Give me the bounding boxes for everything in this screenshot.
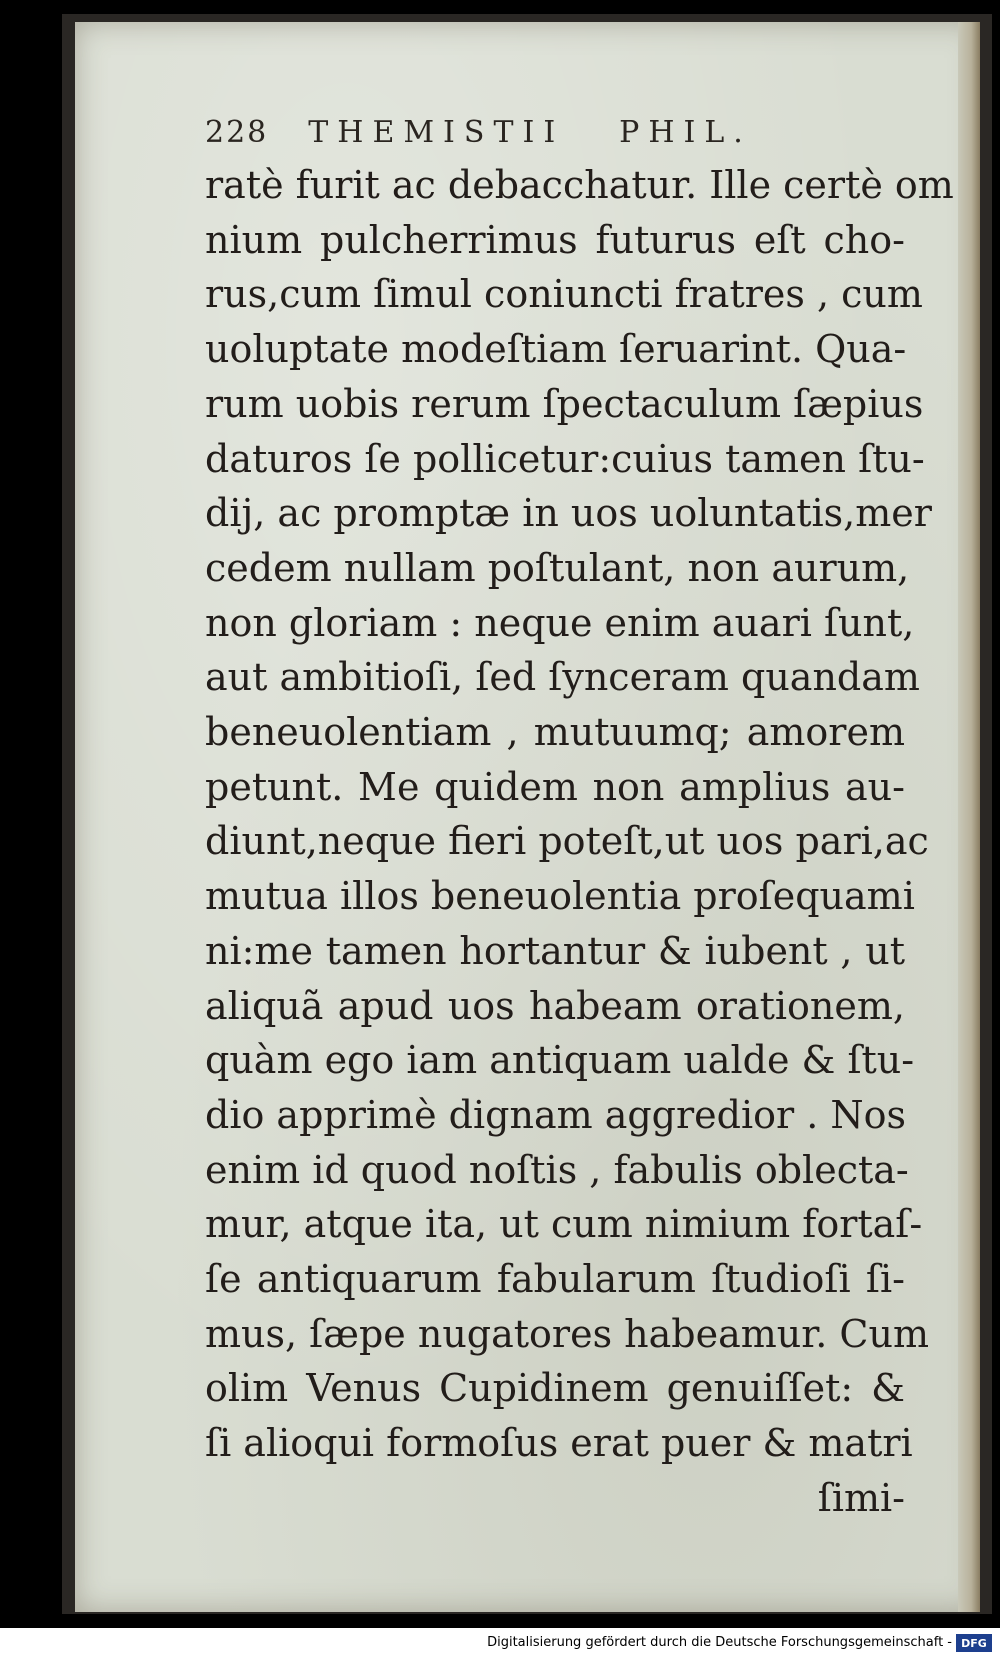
text-line: ni:me tamen hortantur & iubent , ut (205, 928, 905, 973)
text-line: rus,cum ſimul coniuncti fratres , cum (205, 272, 923, 317)
text-line: diunt,neque fieri poteſt,ut uos pari,ac (205, 819, 929, 864)
text-line: ratè furit ac debacchatur. Ille certè om (205, 163, 954, 207)
text-line: ſe antiquarum fabularum ſtudioſi ſi- (205, 1257, 905, 1302)
text-line: dio apprimè dignam aggredior . Nos (205, 1092, 907, 1137)
page-edge (958, 22, 980, 1612)
text-line: petunt. Me quidem non amplius au- (205, 764, 905, 809)
text-line: dij, ac promptæ in uos uoluntatis,mer (205, 491, 932, 536)
body-text (205, 158, 954, 1526)
text-line: mus, ſæpe nugatores habeamur. Cum (205, 1311, 929, 1356)
text-line: non gloriam : neque enim auari ſunt, (205, 600, 915, 645)
text-line: olim Venus Cupidinem genuiſſet: & (205, 1366, 905, 1411)
running-title: THEMISTII (308, 115, 565, 150)
text-line: daturos ſe pollicetur:cuius tamen ſtu- (205, 436, 925, 481)
text-line: enim id quod noſtis , fabulis oblecta- (205, 1147, 909, 1192)
dfg-logo: DFG (956, 1634, 992, 1652)
text-line: mutua illos beneuolentia proſequami (205, 874, 915, 919)
text-line: ſi alioqui formoſus erat puer & matri (205, 1421, 913, 1466)
footer-bar (0, 1628, 1000, 1660)
running-title-short: PHIL. (619, 115, 752, 150)
text-line: beneuolentiam , mutuumq; amorem (205, 710, 905, 755)
running-header (205, 115, 765, 150)
text-line: aut ambitioſi, ſed ſynceram quandam (205, 655, 920, 700)
catchword: ſimi- (817, 1475, 905, 1520)
text-line: nium pulcherrimus futurus eſt cho- (205, 217, 905, 262)
text-line: cedem nullam poſtulant, non aurum, (205, 545, 910, 590)
text-line: rum uobis rerum ſpectaculum ſæpius (205, 381, 924, 426)
page-number: 228 (205, 115, 269, 150)
funding-credit: Digitalisierung gefördert durch die Deutsche Forschungsgemeinschaft - (487, 1635, 952, 1650)
text-line: mur, atque ita, ut cum nimium fortaſ- (205, 1202, 923, 1247)
text-line: aliquã apud uos habeam orationem, (205, 983, 905, 1028)
text-line: uoluptate modeſtiam ſeruarint. Qua- (205, 327, 907, 372)
text-line: quàm ego iam antiquam ualde & ſtu- (205, 1038, 915, 1083)
